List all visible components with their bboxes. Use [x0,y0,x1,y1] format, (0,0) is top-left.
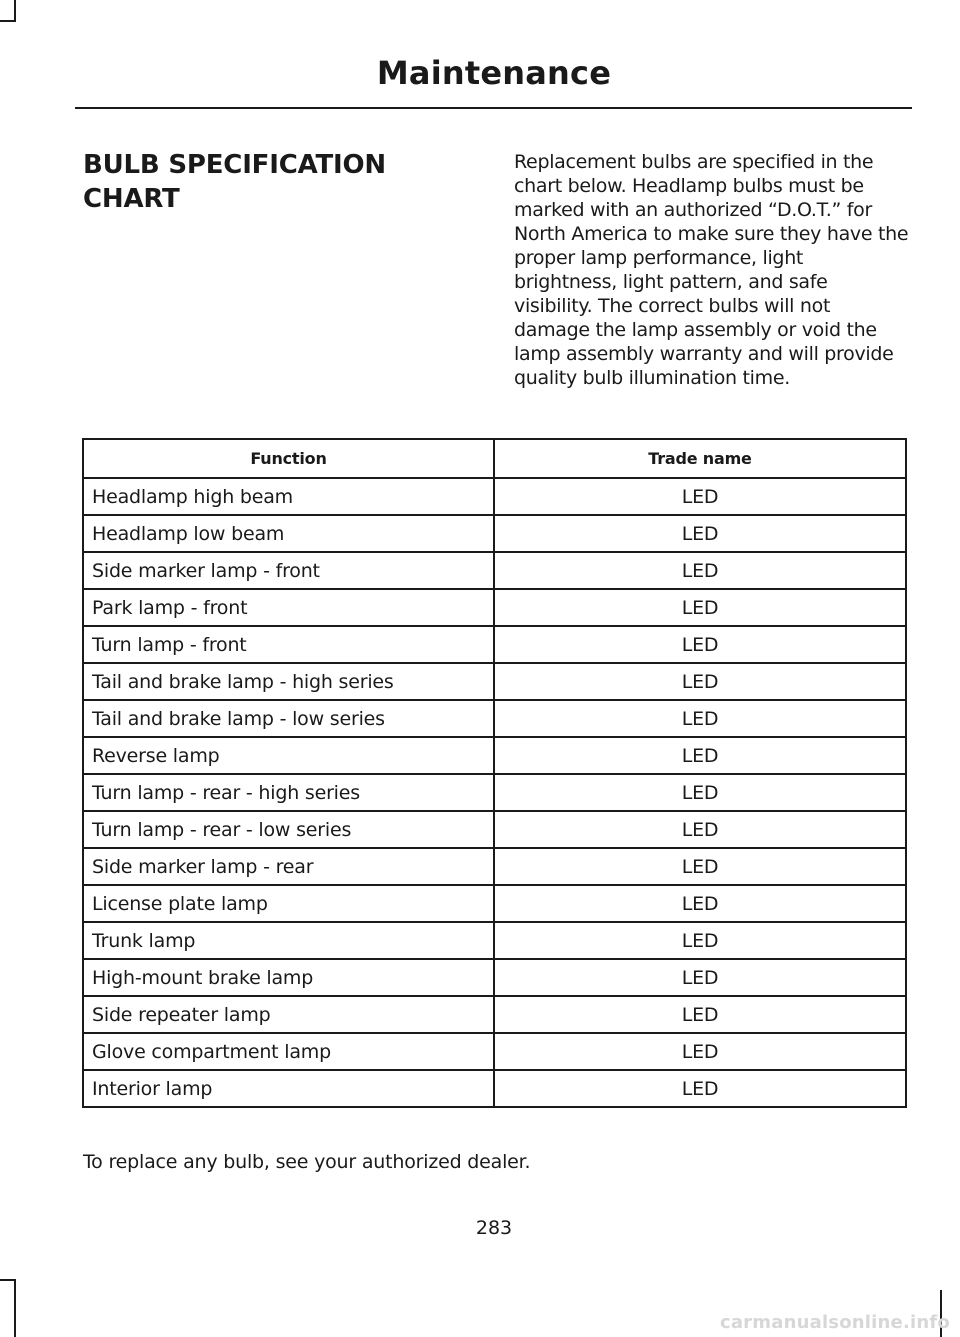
watermark: carmanualsonline.info [719,1312,950,1333]
table-row [83,700,906,737]
bulb-specification-table [82,438,907,1108]
page-number: 283 [475,1217,513,1239]
crop-mark-top-left-vertical [14,0,16,22]
table-row [83,515,906,552]
table-row [83,774,906,811]
trade-name-cell: LED [494,1070,906,1107]
function-cell: Reverse lamp [83,737,494,774]
table-row [83,737,906,774]
table-row [83,885,906,922]
trade-name-cell: LED [494,996,906,1033]
trade-name-cell: LED [494,885,906,922]
trade-name-cell: LED [494,515,906,552]
trade-name-cell: LED [494,922,906,959]
trade-name-cell: LED [494,774,906,811]
function-cell: Side repeater lamp [83,996,494,1033]
function-cell: Side marker lamp - rear [83,848,494,885]
trade-name-cell: LED [494,589,906,626]
table-row [83,959,906,996]
header-divider [75,107,912,109]
trade-name-cell: LED [494,700,906,737]
table-row [83,552,906,589]
crop-mark-bottom-left-vertical [14,1279,16,1337]
function-cell: Tail and brake lamp - high series [83,663,494,700]
section-heading: BULB SPECIFICATION CHART [83,150,386,214]
function-cell: Turn lamp - rear - low series [83,811,494,848]
trade-name-cell: LED [494,811,906,848]
table-row [83,996,906,1033]
trade-name-cell: LED [494,737,906,774]
crop-mark-top-left-horizontal [0,20,16,22]
trade-name-cell: LED [494,663,906,700]
table-row [83,478,906,515]
function-cell: Turn lamp - front [83,626,494,663]
trade-name-cell: LED [494,626,906,663]
table-row [83,922,906,959]
trade-name-cell: LED [494,478,906,515]
trade-name-cell: LED [494,959,906,996]
function-cell: Headlamp high beam [83,478,494,515]
trade-name-cell: LED [494,552,906,589]
table-row [83,626,906,663]
column-header-function: Function [83,439,494,478]
intro-paragraph: Replacement bulbs are specified in the chart below. Headlamp bulbs must be marked with an authorized “D.O.T.” for North America to make sure they have the proper lamp performance, light brightness, light pattern, and safe visibility. The correct bulbs will not damage the lamp assembly or void the lamp assembly warranty and will provide quality bulb illumination time. [514,151,909,389]
function-cell: Trunk lamp [83,922,494,959]
function-cell: Interior lamp [83,1070,494,1107]
function-cell: License plate lamp [83,885,494,922]
table-row [83,589,906,626]
crop-mark-bottom-left-horizontal [0,1279,16,1281]
function-cell: Headlamp low beam [83,515,494,552]
trade-name-cell: LED [494,848,906,885]
table-row [83,1033,906,1070]
function-cell: Turn lamp - rear - high series [83,774,494,811]
page-header-title: Maintenance [376,54,612,92]
table-row [83,811,906,848]
function-cell: Glove compartment lamp [83,1033,494,1070]
function-cell: Tail and brake lamp - low series [83,700,494,737]
table-row [83,663,906,700]
function-cell: Park lamp - front [83,589,494,626]
function-cell: High-mount brake lamp [83,959,494,996]
table-row [83,1070,906,1107]
table-header-row [83,439,906,478]
footer-note: To replace any bulb, see your authorized dealer. [83,1151,531,1173]
column-header-trade-name: Trade name [494,439,906,478]
table-row [83,848,906,885]
function-cell: Side marker lamp - front [83,552,494,589]
trade-name-cell: LED [494,1033,906,1070]
